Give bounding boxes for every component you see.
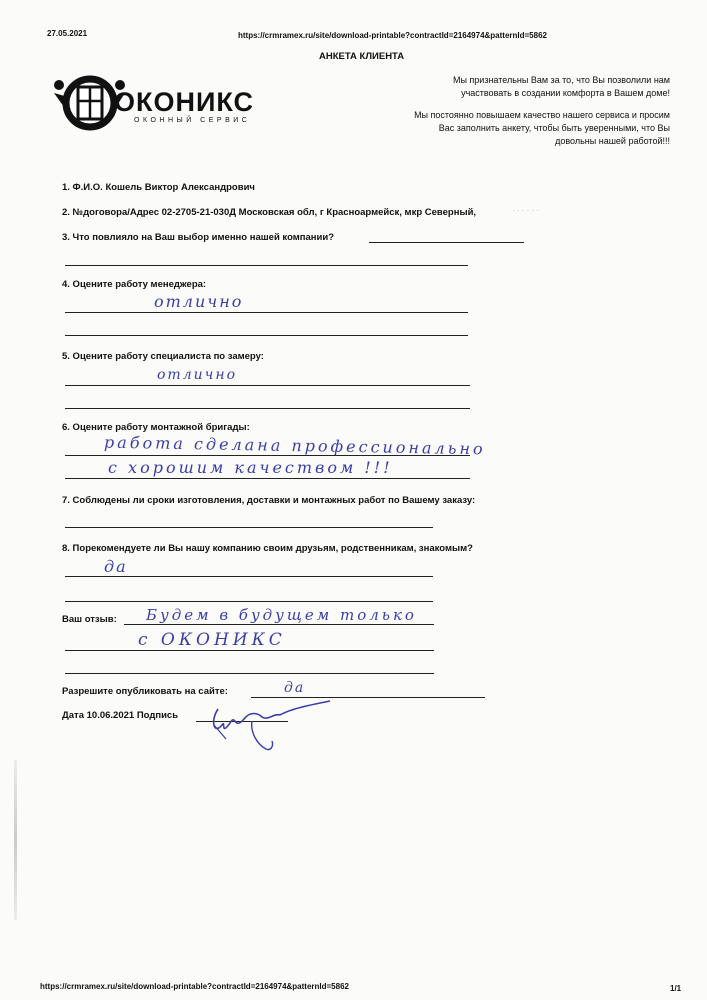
question-3: 3. Что повлияло на Ваш выбор именно нашей компании? bbox=[62, 232, 335, 243]
company-logo bbox=[50, 75, 275, 137]
answer-6-line-1: работа сделана профессионально bbox=[103, 432, 486, 459]
form-title: АНКЕТА КЛИЕНТА bbox=[319, 51, 405, 62]
intro-line-2: участвовать в создании комфорта в Вашем доме! bbox=[461, 88, 670, 98]
intro-line-1: Мы признательны Вам за то, что Вы позволили нам bbox=[452, 75, 670, 85]
publish-answer: да bbox=[284, 680, 306, 696]
answer-4: отлично bbox=[154, 292, 244, 311]
question-4: 4. Оцените работу менеджера: bbox=[62, 279, 207, 290]
print-date: 27.05.2021 bbox=[47, 29, 88, 38]
answer-8-line-2 bbox=[65, 601, 433, 602]
answer-8-line-1 bbox=[65, 576, 433, 577]
address-faded-text: · · · · · · bbox=[512, 206, 540, 215]
logo-tagline: ОКОННЫЙ СЕРВИС bbox=[134, 117, 251, 124]
review-underline-1 bbox=[124, 624, 434, 625]
answer-4-line-2 bbox=[65, 335, 468, 336]
intro-line-4: Вас заполнить анкету, чтобы быть уверенными, что Вы bbox=[438, 123, 670, 133]
intro-line-5: довольны нашей работой!!! bbox=[555, 136, 670, 146]
date-signature-label: Дата 10.06.2021 Подпись bbox=[62, 710, 179, 721]
answer-8: да bbox=[104, 557, 128, 576]
signature bbox=[200, 695, 335, 755]
intro-line-3: Мы постоянно повышаем качество нашего сервиса и просим bbox=[414, 110, 670, 120]
answer-7-line bbox=[65, 527, 433, 528]
question-8: 8. Порекомендуете ли Вы нашу компанию своим друзьям, родственникам, знакомым? bbox=[62, 543, 473, 554]
logo-name: ОКОНИКС bbox=[114, 87, 255, 117]
answer-5-line-1 bbox=[65, 385, 470, 386]
answer-6-underline-2 bbox=[65, 478, 470, 479]
header-url: https://crmramex.ru/site/download-printable?contractId=2164974&patternId=5862 bbox=[238, 31, 547, 40]
answer-5: отлично bbox=[157, 367, 237, 383]
answer-6-underline-1 bbox=[65, 455, 470, 456]
review-underline-2 bbox=[65, 650, 434, 651]
review-line-1: Будем в будущем только bbox=[146, 606, 417, 624]
intro-text bbox=[414, 74, 670, 148]
answer-6-line-2: с хорошим качеством !!! bbox=[108, 458, 393, 477]
question-2: 2. №договора/Адрес 02-2705-21-030Д Московская обл, г Красноармейск, мкр Северный, bbox=[62, 207, 477, 218]
answer-5-line-2 bbox=[65, 408, 470, 409]
publish-label: Разрешите опубликовать на сайте: bbox=[62, 686, 228, 697]
answer-3-line-2 bbox=[65, 265, 468, 266]
answer-3-line-1 bbox=[369, 242, 524, 243]
footer-url: https://crmramex.ru/site/download-printable?contractId=2164974&patternId=5862 bbox=[40, 982, 349, 991]
answer-4-line-1 bbox=[65, 312, 468, 313]
signature-icon bbox=[200, 695, 335, 755]
review-label: Ваш отзыв: bbox=[62, 614, 117, 625]
question-1: 1. Ф.И.О. Кошель Виктор Александрович bbox=[62, 182, 255, 193]
review-underline-3 bbox=[65, 673, 434, 674]
question-5: 5. Оцените работу специалиста по замеру: bbox=[62, 351, 264, 362]
scan-artifact bbox=[14, 760, 17, 920]
question-7: 7. Соблюдены ли сроки изготовления, доставки и монтажных работ по Вашему заказу: bbox=[62, 495, 476, 506]
page-number: 1/1 bbox=[670, 984, 682, 993]
question-6: 6. Оцените работу монтажной бригады: bbox=[62, 422, 250, 433]
review-line-2: с ОКОНИКС bbox=[138, 630, 286, 650]
